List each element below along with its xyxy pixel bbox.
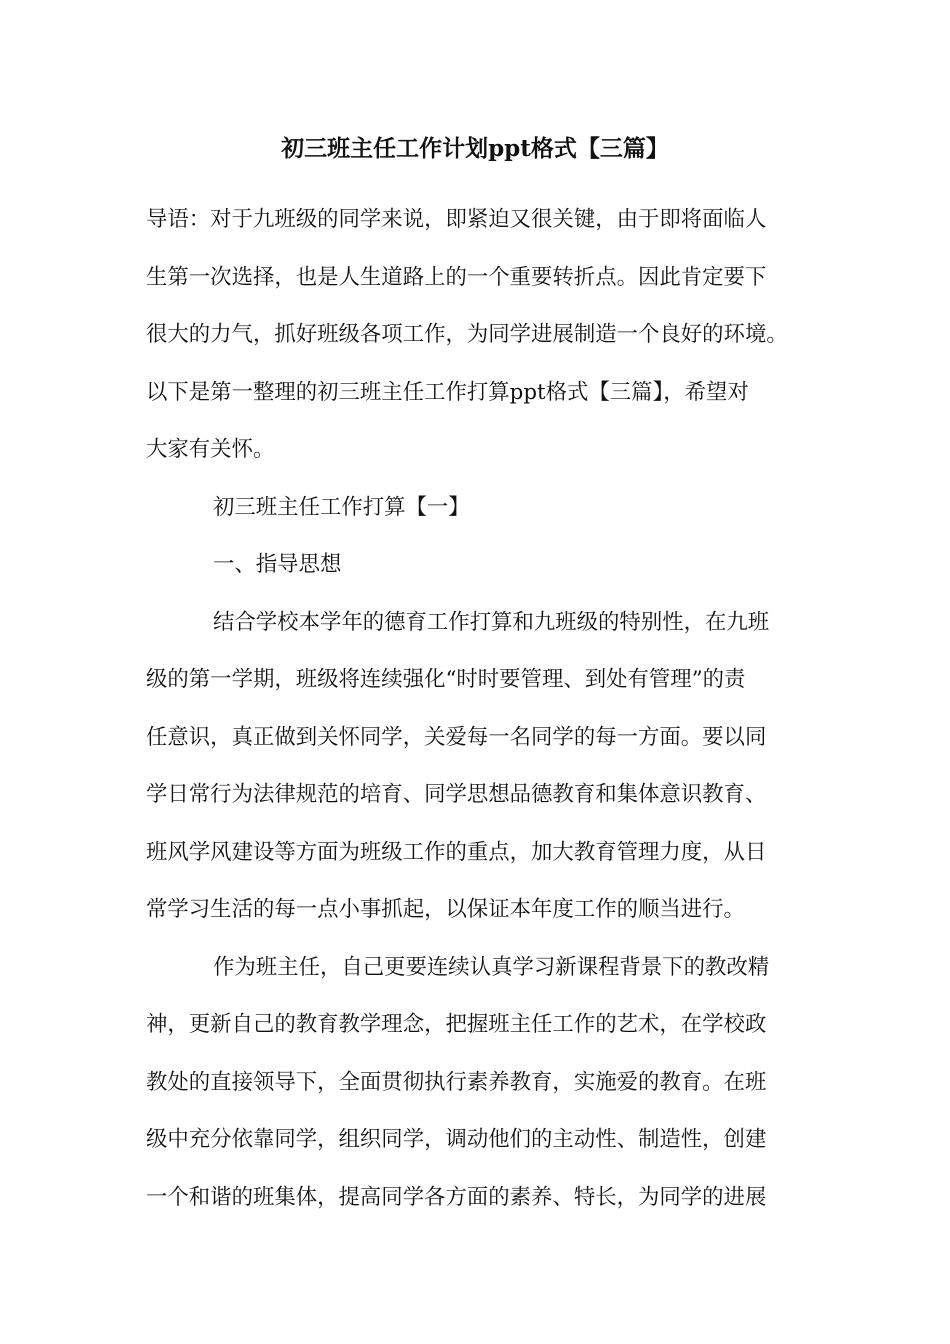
- intro-line: 大家有关怀。: [146, 437, 275, 462]
- paragraph-line: 作为班主任，自己更要连续认真学习新课程背景下的教改精: [213, 955, 770, 980]
- intro-line: 以下是第一整理的初三班主任工作打算ppt格式【三篇】，希望对: [146, 380, 749, 405]
- subheading: 一、指导思想: [213, 552, 342, 577]
- paragraph-line: 级中充分依靠同学，组织同学，调动他们的主动性、制造性，创建: [146, 1127, 767, 1152]
- intro-line: 生第一次选择，也是人生道路上的一个重要转折点。因此肯定要下: [146, 265, 767, 290]
- document-title: 初三班主任工作计划ppt格式【三篇】: [281, 135, 669, 162]
- paragraph-line: 任意识，真正做到关怀同学，关爱每一名同学的每一方面。要以同: [146, 725, 767, 750]
- paragraph-line: 级的第一学期，班级将连续强化“时时要管理、到处有管理”的责: [146, 667, 746, 692]
- intro-line: 导语：对于九班级的同学来说，即紧迫又很关键，由于即将面临人: [146, 207, 767, 232]
- paragraph-line: 结合学校本学年的德育工作打算和九班级的特别性，在九班: [213, 610, 770, 635]
- intro-line: 很大的力气，抓好班级各项工作，为同学进展制造一个良好的环境。: [146, 322, 788, 347]
- paragraph-line: 一个和谐的班集体，提高同学各方面的素养、特长，为同学的进展: [146, 1185, 767, 1210]
- paragraph-line: 教处的直接领导下，全面贯彻执行素养教育，实施爱的教育。在班: [146, 1070, 767, 1095]
- section-heading: 初三班主任工作打算【一】: [213, 495, 470, 520]
- paragraph-line: 学日常行为法律规范的培育、同学思想品德教育和集体意识教育、: [146, 782, 767, 807]
- paragraph-line: 班风学风建设等方面为班级工作的重点，加大教育管理力度，从日: [146, 840, 767, 865]
- paragraph-line: 常学习生活的每一点小事抓起，以保证本年度工作的顺当进行。: [146, 897, 745, 922]
- paragraph-line: 神，更新自己的教育教学理念，把握班主任工作的艺术，在学校政: [146, 1012, 767, 1037]
